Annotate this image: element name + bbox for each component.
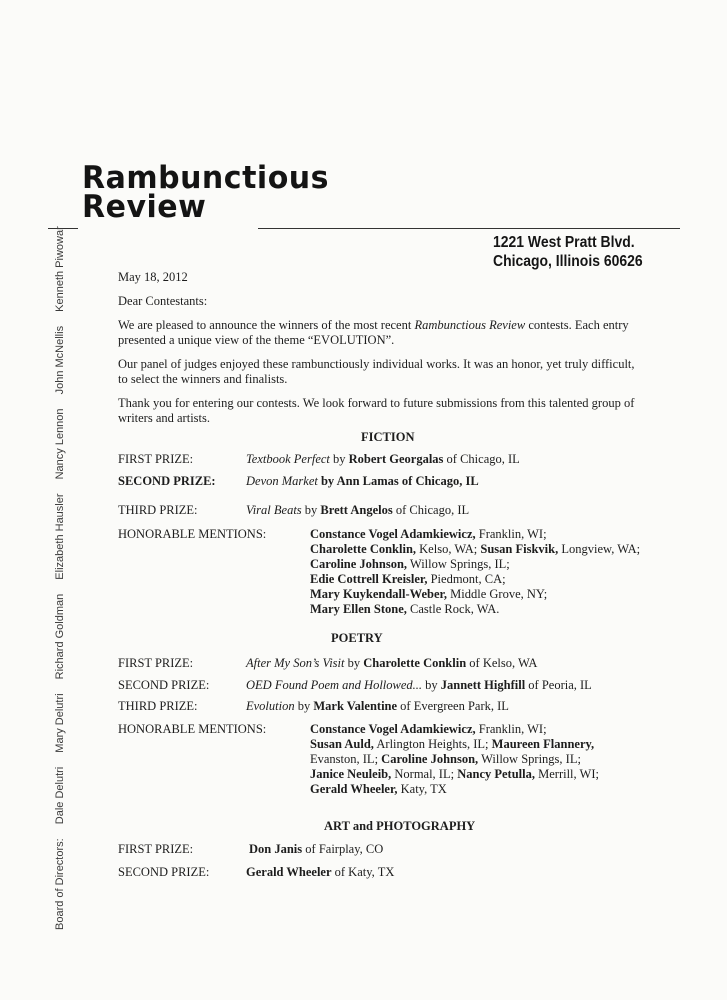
board-member: Kenneth Piwowar	[54, 226, 66, 312]
letter-page: Rambunctious Review 1221 West Pratt Blvd. Chicago, Illinois 60626 Board of Directors: Dale Delutri Mary Delutri Richard Goldman Elizabeth Hausler Nancy Lennon John McNellis Kenneth Piwowar May 18, 2012 Dear Contestants: We are pleased to announce the winners of the most recent Rambunctious Review contests. Each entry presented a unique view of the theme “EVOLUTION”. Our panel of judges enjoyed these rambunctiously individual works. It was an honor, yet truly difficult, to select the winners and finalists. Thank you for entering our contests. We look forward to future submissions from this talented group of writers and artists. FICTION FIRST PRIZE: Textbook Perfect by Robert Georgalas of Chicago, IL SECOND PRIZE: Devon Market by Ann Lamas of Chicago, IL THIRD PRIZE: Viral Beats by Brett Angelos of Chicago, IL HONORABLE MENTIONS: Constance Vogel Adamkiewicz, Franklin, WI; Charolette Conklin, Kelso, WA; Susan Fiskvik, Longview, WA; Caroline Johnson, Willow Springs, IL; Edie Cottrell Kreisler, Piedmont, CA; Mary Kuykendall-Weber, Middle Grove, NY; Mary Ellen Stone, Castle Rock, WA. POETRY FIRST PRIZE: After My Son’s Visit by Charolette Conklin of Kelso, WA SECOND PRIZE: OED Found Poem and Hollowed... by Jannett Highfill of Peoria, IL THIRD PRIZE: Evolution by Mark Valentine of Evergreen Park, IL HONORABLE MENTIONS: Constance Vogel Adamkiewicz, Franklin, WI; Susan Auld, Arlington Heights, IL; Maureen Flannery, Evanston, IL; Caroline Johnson, Willow Springs, IL; Janice Neuleib, Normal, IL; Nancy Petulla, Merrill, WI; Gerald Wheeler, Katy, TX ART and PHOTOGRAPHY FIRST PRIZE: Don Janis of Fairplay, CO SECOND PRIZE: Gerald Wheeler of Katy, TX	[0, 0, 727, 1000]
rambunctious-review-logo	[82, 159, 330, 226]
letter-body	[118, 270, 666, 435]
board-member: Elizabeth Hausler	[54, 493, 66, 580]
paragraph-thanks: Thank you for entering our contests. We look forward to future submissions from this talented group of writers and artists.	[118, 396, 635, 425]
poetry-heading: POETRY	[331, 631, 383, 645]
magazine-title: Rambunctious Review	[414, 318, 526, 332]
board-title: Board of Directors:	[54, 838, 66, 930]
board-member: Mary Delutri	[54, 693, 66, 753]
board-member: Nancy Lennon	[54, 408, 66, 480]
fiction-heading: FICTION	[361, 430, 415, 444]
board-of-directors	[54, 226, 70, 930]
letterhead-address	[493, 233, 643, 271]
art-heading: ART and PHOTOGRAPHY	[324, 819, 476, 833]
paragraph-judges: Our panel of judges enjoyed these rambunctiously individual works. It was an honor, yet truly difficult, to select the winners and finalists.	[118, 357, 635, 386]
salutation: Dear Contestants:	[118, 294, 208, 308]
board-member: John McNellis	[54, 325, 66, 395]
board-member: Richard Goldman	[54, 593, 66, 680]
paragraph-announcement: We are pleased to announce the winners of the most recent Rambunctious Review contests. Each entry presented a unique view of the theme “EVOLUTION”.	[118, 318, 629, 347]
board-member: Dale Delutri	[54, 766, 66, 825]
address-street: 1221 West Pratt Blvd.	[493, 234, 635, 251]
logo-line-2: Review	[82, 188, 207, 226]
letter-date: May 18, 2012	[118, 270, 188, 284]
logo-line-1: Rambunctious	[82, 159, 330, 197]
address-city: Chicago, Illinois 60626	[493, 253, 643, 270]
header-rule-right	[258, 228, 680, 229]
